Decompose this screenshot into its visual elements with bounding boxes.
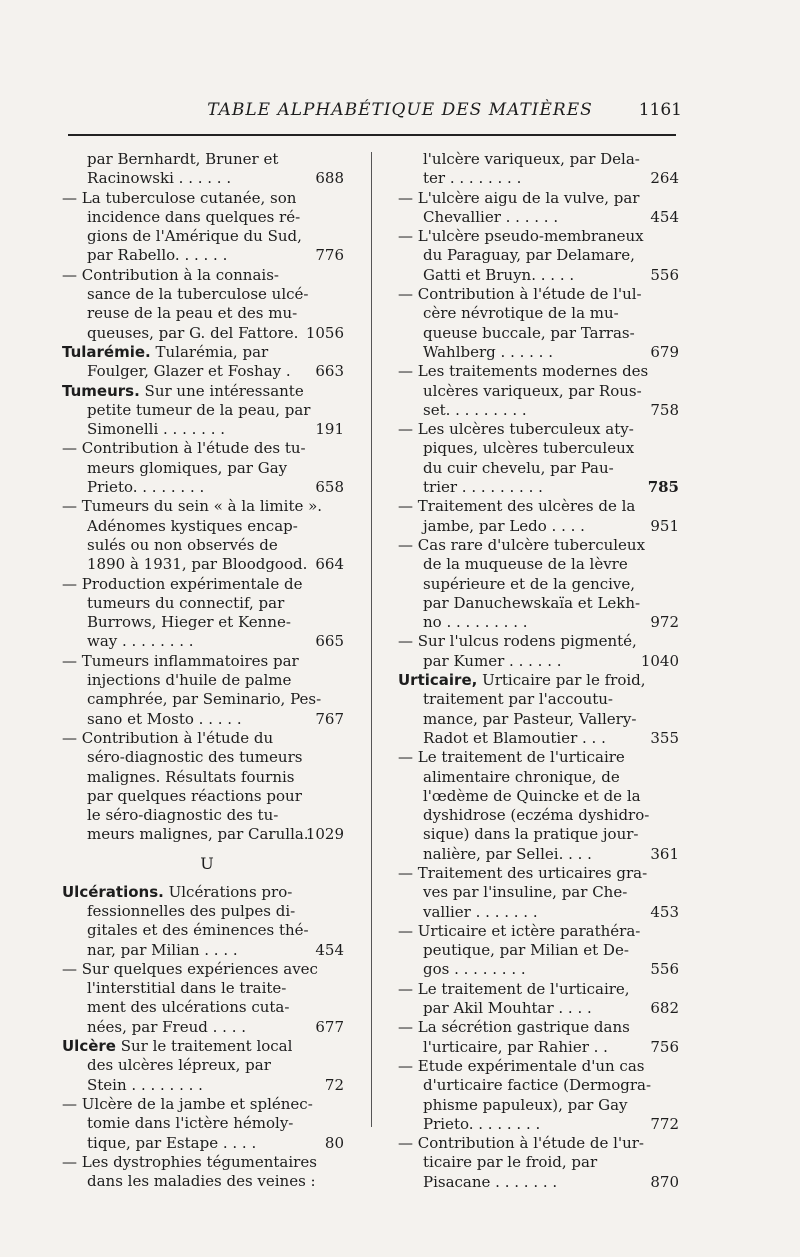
index-line-text: — Tumeurs du sein « à la limite ».	[62, 497, 323, 516]
index-line-text: — Ulcère de la jambe et splénec-	[62, 1094, 313, 1113]
index-line	[398, 536, 652, 555]
index-line-text: vallier . . . . . . .	[423, 902, 538, 921]
index-line-text: ulcères variqueux, par Rous-	[423, 381, 642, 400]
index-line	[62, 1018, 352, 1037]
index-line-text: Tumeurs. Sur une intéressante	[62, 381, 304, 400]
index-line	[62, 768, 352, 787]
index-line	[398, 632, 652, 651]
index-line	[62, 902, 352, 921]
index-line	[398, 806, 652, 825]
index-line-text: — Production expérimentale de	[62, 574, 303, 593]
page-reference: 1029	[305, 825, 344, 844]
page-reference: 1040	[640, 651, 679, 670]
headword: Ulcère	[62, 1037, 116, 1056]
index-line-text: dans les maladies des veines :	[87, 1172, 316, 1191]
page-reference: 1056	[305, 323, 344, 342]
page-reference: 688	[315, 169, 344, 188]
index-line	[62, 806, 352, 825]
index-line-text: Wahlberg . . . . . .	[423, 342, 553, 361]
index-line-text: — Les ulcères tuberculeux aty-	[398, 420, 634, 439]
index-line	[398, 382, 652, 401]
index-line	[398, 748, 652, 767]
index-line	[62, 439, 352, 458]
index-line-text: sique) dans la pratique jour-	[423, 825, 639, 844]
page-reference: 80	[324, 1133, 344, 1152]
index-line-text: d'urticaire factice (Dermogra-	[423, 1076, 652, 1095]
page-number: 1161	[638, 100, 682, 120]
page-reference: 454	[315, 940, 344, 959]
index-line-text: par Rabello. . . . . .	[87, 246, 228, 265]
index-line-text: — Contribution à la connais-	[62, 265, 279, 284]
index-line	[398, 285, 652, 304]
index-line-text: alimentaire chronique, de	[423, 767, 620, 786]
index-line	[398, 265, 679, 285]
index-line	[398, 1037, 679, 1057]
index-line-text: meurs glomiques, par Gay	[87, 458, 288, 477]
headword: Urticaire,	[398, 671, 478, 690]
page-reference: 361	[650, 844, 679, 863]
index-line-text: de la muqueuse de la lèvre	[423, 555, 628, 574]
index-line	[62, 324, 352, 343]
index-line-text: du Paraguay, par Delamare,	[423, 246, 635, 265]
index-line-text: — Traitement des urticaires gra-	[398, 863, 648, 882]
index-line-text: sance de la tuberculose ulcé-	[87, 285, 309, 304]
index-line	[398, 1076, 652, 1095]
index-line-text: — Contribution à l'étude du	[62, 728, 274, 747]
index-line-text: ment des ulcérations cuta-	[87, 998, 290, 1017]
index-line-text: traitement par l'accoutu-	[423, 690, 613, 709]
index-line	[398, 1114, 679, 1134]
index-line	[62, 1037, 352, 1056]
index-line-text: gions de l'Amérique du Sud,	[87, 227, 302, 246]
index-line-text: tique, par Estape . . . .	[87, 1133, 257, 1152]
index-line	[62, 729, 352, 748]
index-line	[398, 150, 652, 169]
index-line	[398, 246, 652, 265]
index-line-text: incidence dans quelques ré-	[87, 207, 301, 226]
index-line-text: par Akil Mouhtar . . . .	[423, 999, 592, 1018]
index-line	[62, 478, 352, 497]
index-line-text: phisme papuleux), par Gay	[423, 1095, 628, 1114]
index-line	[62, 710, 352, 729]
index-line	[62, 555, 352, 574]
index-line	[62, 594, 352, 613]
index-line-text: séro-diagnostic des tumeurs	[87, 748, 303, 767]
page-reference: 453	[650, 902, 679, 921]
index-line	[62, 459, 352, 478]
index-line-text: queuses, par G. del Fattore.	[87, 323, 299, 342]
index-line-text: l'interstitial dans le traite-	[87, 979, 287, 998]
index-line	[398, 362, 652, 381]
index-line-text: Adénomes kystiques encap-	[87, 516, 298, 535]
index-line	[62, 613, 352, 632]
index-line	[398, 941, 652, 960]
index-line	[62, 1153, 352, 1172]
index-line	[62, 536, 352, 555]
index-line-text: Gatti et Bruyn. . . . .	[423, 265, 575, 284]
index-line	[62, 632, 352, 651]
page-reference: 951	[650, 516, 679, 535]
index-line	[398, 1057, 652, 1076]
page-header	[0, 100, 800, 130]
page-reference: 785	[647, 478, 679, 497]
index-line	[398, 420, 652, 439]
page-reference: 870	[650, 1172, 679, 1191]
index-line-text: l'urticaire, par Rahier . .	[423, 1037, 608, 1056]
index-line-text: Prieto. . . . . . . .	[423, 1114, 541, 1133]
index-line-text: — Sur quelques expériences avec	[62, 959, 318, 978]
index-line-text: fessionnelles des pulpes di-	[87, 901, 296, 920]
index-line	[62, 285, 352, 304]
index-line-text: — L'ulcère aigu de la vulve, par	[398, 188, 640, 207]
index-line	[62, 979, 352, 998]
left-column	[62, 150, 352, 1191]
index-line-text: cère névrotique de la mu-	[423, 304, 619, 323]
index-line-text: tumeurs du connectif, par	[87, 593, 285, 612]
page-reference: 556	[650, 265, 679, 284]
index-line	[398, 189, 652, 208]
page-reference: 191	[315, 420, 344, 439]
page-reference: 658	[315, 478, 344, 497]
index-line	[62, 169, 352, 188]
index-line-text: malignes. Résultats fournis	[87, 767, 295, 786]
index-line	[398, 1134, 652, 1153]
index-line-text: Pisacane . . . . . . .	[423, 1172, 558, 1191]
index-line-text: par quelques réactions pour	[87, 786, 302, 805]
index-line	[398, 922, 652, 941]
index-line-text: piques, ulcères tuberculeux	[423, 439, 635, 458]
index-line	[398, 459, 652, 478]
index-line-text: Ulcérations. Ulcérations pro-	[62, 882, 293, 901]
index-line-text: Urticaire, Urticaire par le froid,	[398, 671, 646, 690]
index-line-text: — Le traitement de l'urticaire,	[398, 979, 630, 998]
index-line	[398, 980, 652, 999]
index-line	[62, 401, 352, 420]
index-line	[62, 343, 352, 362]
index-line	[398, 960, 679, 979]
index-line	[62, 304, 352, 323]
headword: Ulcérations.	[62, 882, 164, 901]
index-line	[62, 575, 352, 594]
index-line-text: sano et Mosto . . . . .	[87, 709, 242, 728]
index-line-text: le séro-diagnostic des tu-	[87, 806, 279, 825]
index-line-text: nar, par Milian . . . .	[87, 940, 238, 959]
index-line	[398, 1018, 652, 1037]
index-line	[398, 728, 679, 748]
index-line	[398, 864, 652, 883]
index-line	[398, 342, 679, 362]
index-line	[62, 1056, 352, 1075]
index-line	[62, 189, 352, 208]
index-line	[62, 227, 352, 246]
index-line	[62, 1076, 352, 1095]
index-line-text: — La sécrétion gastrique dans	[398, 1018, 630, 1037]
page-reference: 454	[650, 207, 679, 226]
index-line-text: trier . . . . . . . . .	[423, 478, 543, 497]
index-line-text: dyshidrose (eczéma dyshidro-	[423, 806, 650, 825]
index-line	[398, 1096, 652, 1115]
index-line-text: par Kumer . . . . . .	[423, 651, 562, 670]
index-line-text: Simonelli . . . . . . .	[87, 420, 226, 439]
index-line-text: mance, par Pasteur, Vallery-	[423, 709, 637, 728]
page-reference: 664	[315, 555, 344, 574]
index-line-text: — Cas rare d'ulcère tuberculeux	[398, 535, 646, 554]
index-line	[62, 362, 352, 381]
index-line-text: sulés ou non observés de	[87, 535, 278, 554]
index-line	[398, 400, 679, 420]
index-line-text: — Contribution à l'étude des tu-	[62, 439, 306, 458]
page-reference: 677	[315, 1017, 344, 1036]
index-line	[398, 555, 652, 574]
index-line-text: 1890 à 1931, par Bloodgood.	[87, 555, 308, 574]
index-line-text: du cuir chevelu, par Pau-	[423, 458, 614, 477]
right-column	[398, 150, 679, 1192]
index-line	[62, 420, 352, 439]
index-line	[398, 497, 652, 516]
index-line	[398, 671, 652, 690]
index-line-text: injections d'huile de palme	[87, 671, 292, 690]
index-line-text: tomie dans l'ictère hémoly-	[87, 1114, 294, 1133]
page-reference: 556	[650, 960, 679, 979]
index-line	[398, 575, 652, 594]
index-line	[398, 304, 652, 323]
index-line	[398, 768, 652, 787]
index-line	[398, 825, 652, 844]
index-line-text: — Sur l'ulcus rodens pigmenté,	[398, 632, 637, 651]
index-line-text: — Etude expérimentale d'un cas	[398, 1056, 645, 1075]
index-line-text: — L'ulcère pseudo-membraneux	[398, 227, 644, 246]
index-line-text: nalière, par Sellei. . . .	[423, 844, 592, 863]
page-reference: 972	[650, 613, 679, 632]
index-line	[62, 1095, 352, 1114]
index-line-text: gitales et des éminences thé-	[87, 921, 309, 940]
index-line-text: peutique, par Milian et De-	[423, 941, 629, 960]
index-line-text: — Le traitement de l'urticaire	[398, 748, 625, 767]
index-line-text: Racinowski . . . . . .	[87, 169, 232, 188]
index-line	[398, 651, 679, 671]
index-line	[62, 382, 352, 401]
index-line	[62, 941, 352, 960]
index-line-text: des ulcères lépreux, par	[87, 1056, 271, 1075]
index-line-text: — Traitement des ulcères de la	[398, 497, 636, 516]
index-line	[62, 748, 352, 767]
index-line	[398, 902, 679, 922]
index-line	[62, 998, 352, 1017]
index-line-text: supérieure et de la gencive,	[423, 574, 636, 593]
index-line-text: par Danuchewskaïa et Lekh-	[423, 593, 641, 612]
index-line	[398, 207, 679, 227]
page-reference: 776	[315, 246, 344, 265]
index-line	[62, 497, 352, 516]
index-line-text: Chevallier . . . . . .	[423, 207, 559, 226]
index-line	[398, 883, 652, 902]
page-reference: 758	[650, 400, 679, 419]
index-line	[398, 690, 652, 709]
index-line	[62, 246, 352, 265]
index-line-text: — Urticaire et ictère parathéra-	[398, 921, 641, 940]
index-line-text: l'œdème de Quincke et de la	[423, 786, 641, 805]
index-line-text: par Bernhardt, Bruner et	[87, 150, 279, 168]
page-reference: 682	[650, 999, 679, 1018]
index-line-text: meurs malignes, par Carulla.	[87, 825, 309, 844]
index-line-text: — Contribution à l'étude de l'ul-	[398, 285, 642, 304]
index-line-text: Burrows, Hieger et Kenne-	[87, 613, 291, 632]
index-line	[398, 999, 679, 1018]
index-line-text: set. . . . . . . . .	[423, 400, 527, 419]
index-line-text: gos . . . . . . . .	[423, 960, 526, 979]
index-line-text: Ulcère Sur le traitement local	[62, 1037, 293, 1056]
index-line	[62, 787, 352, 806]
index-line	[62, 208, 352, 227]
index-line	[398, 169, 679, 188]
index-line	[398, 710, 652, 729]
index-line-text: jambe, par Ledo . . . .	[423, 516, 585, 535]
index-line-text: Stein . . . . . . . .	[87, 1075, 203, 1094]
page-reference: 72	[324, 1075, 344, 1094]
index-line-text: — Les dystrophies tégumentaires	[62, 1152, 317, 1171]
index-line-text: — Tumeurs inflammatoires par	[62, 651, 299, 670]
index-line-text: way . . . . . . . .	[87, 632, 194, 651]
index-line	[398, 594, 652, 613]
index-line-text: Tularémie. Tularémia, par	[62, 342, 269, 361]
index-line-text: l'ulcère variqueux, par Dela-	[423, 150, 640, 168]
index-line	[398, 844, 679, 864]
index-line	[62, 266, 352, 285]
running-title: TABLE ALPHABÉTIQUE DES MATIÈRES	[207, 100, 593, 120]
headword: Tularémie.	[62, 342, 151, 361]
header-rule	[68, 134, 676, 136]
index-line	[62, 825, 352, 844]
page-reference: 355	[650, 728, 679, 747]
left-entries	[62, 150, 352, 845]
headword: Tumeurs.	[62, 381, 140, 400]
column-divider	[371, 152, 372, 1127]
index-line	[398, 439, 652, 458]
index-line-text: ticaire par le froid, par	[423, 1153, 598, 1172]
index-line-text: Foulger, Glazer et Foshay .	[87, 362, 291, 381]
index-line-text: petite tumeur de la peau, par	[87, 400, 311, 419]
index-line	[62, 921, 352, 940]
index-line	[62, 517, 352, 536]
index-line-text: — Contribution à l'étude de l'ur-	[398, 1134, 644, 1153]
index-line	[62, 883, 352, 902]
index-line-text: reuse de la peau et des mu-	[87, 304, 298, 323]
section-letter: U	[200, 853, 214, 873]
index-line	[398, 324, 652, 343]
index-line-text: ves par l'insuline, par Che-	[423, 883, 628, 902]
page-reference: 679	[650, 342, 679, 361]
index-line-text: queuse buccale, par Tarras-	[423, 323, 635, 342]
index-line-text: Prieto. . . . . . . .	[87, 478, 205, 497]
page-reference: 264	[650, 169, 679, 188]
index-line-text: no . . . . . . . . .	[423, 613, 528, 632]
left-entries-u	[62, 883, 352, 1192]
page-reference: 772	[650, 1114, 679, 1133]
index-line-text: camphrée, par Seminario, Pes-	[87, 690, 322, 709]
index-line	[62, 1134, 352, 1153]
index-line	[62, 1114, 352, 1133]
index-line	[398, 613, 679, 632]
index-line-text: — La tuberculose cutanée, son	[62, 188, 297, 207]
index-line-text: nées, par Freud . . . .	[87, 1017, 246, 1036]
index-line	[398, 787, 652, 806]
index-line	[62, 150, 352, 169]
index-line-text: — Les traitements modernes des	[398, 362, 649, 381]
index-line	[62, 1172, 352, 1191]
index-line	[398, 478, 679, 497]
index-line-text: Radot et Blamoutier . . .	[423, 728, 606, 747]
index-line	[398, 516, 679, 536]
page-reference: 665	[315, 632, 344, 651]
index-line	[398, 1172, 679, 1192]
index-line-text: ter . . . . . . . .	[423, 169, 522, 188]
index-line	[62, 690, 352, 709]
page-reference: 767	[315, 709, 344, 728]
right-entries	[398, 150, 679, 1192]
page-reference: 663	[315, 362, 344, 381]
index-line	[62, 652, 352, 671]
index-line	[398, 1153, 652, 1172]
index-line	[62, 960, 352, 979]
index-line	[398, 227, 652, 246]
page-reference: 756	[650, 1037, 679, 1056]
index-line	[62, 671, 352, 690]
